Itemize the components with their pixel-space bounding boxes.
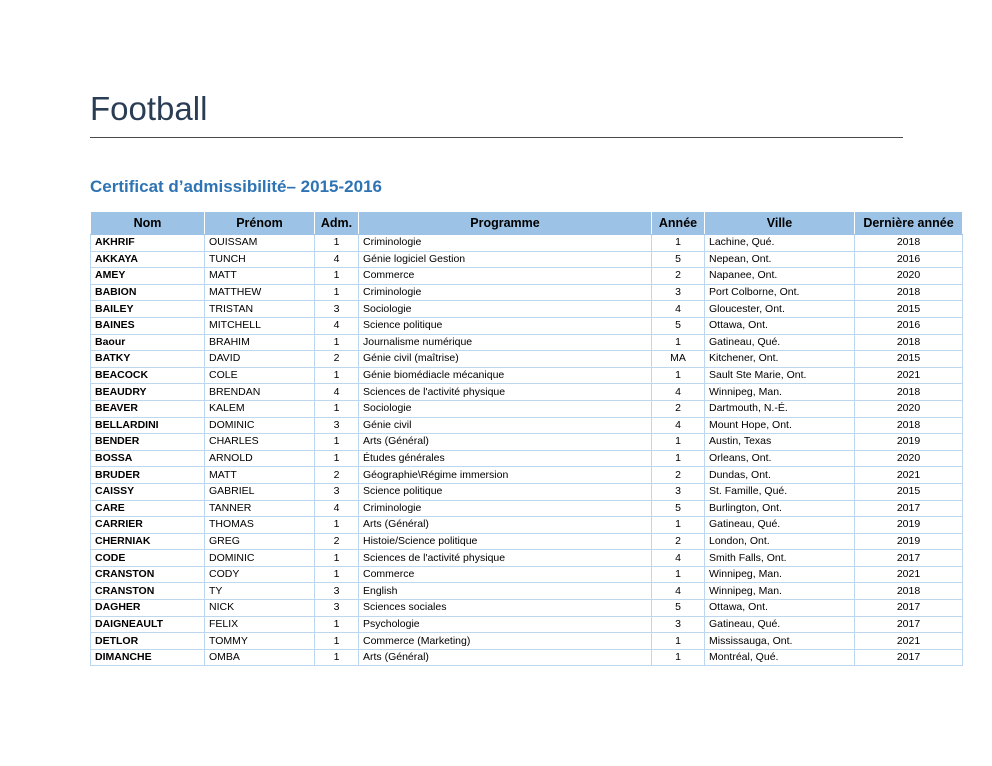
cell-ville: Winnipeg, Man. [705, 384, 855, 401]
cell-ville: Ottawa, Ont. [705, 317, 855, 334]
cell-ville: Montréal, Qué. [705, 649, 855, 666]
cell-adm: 1 [315, 566, 359, 583]
cell-ville: Gatineau, Qué. [705, 517, 855, 534]
cell-annee: 2 [652, 533, 705, 550]
cell-ville: Ottawa, Ont. [705, 600, 855, 617]
cell-annee: 5 [652, 317, 705, 334]
cell-adm: 2 [315, 533, 359, 550]
table-body [91, 235, 963, 666]
cell-annee: 4 [652, 583, 705, 600]
cell-derniere-annee: 2019 [855, 517, 963, 534]
table-row [91, 251, 963, 268]
cell-nom: DETLOR [91, 633, 205, 650]
cell-annee: MA [652, 351, 705, 368]
cell-prenom: BRAHIM [205, 334, 315, 351]
cell-derniere-annee: 2021 [855, 467, 963, 484]
page-title: Football [90, 90, 208, 127]
table-row [91, 500, 963, 517]
cell-derniere-annee: 2016 [855, 251, 963, 268]
cell-prenom: CHARLES [205, 434, 315, 451]
cell-programme: Arts (Général) [359, 434, 652, 451]
cell-annee: 1 [652, 235, 705, 252]
cell-annee: 4 [652, 384, 705, 401]
cell-derniere-annee: 2020 [855, 450, 963, 467]
cell-annee: 1 [652, 434, 705, 451]
cell-programme: Science politique [359, 317, 652, 334]
cell-ville: Winnipeg, Man. [705, 566, 855, 583]
cell-ville: Gatineau, Qué. [705, 616, 855, 633]
cell-nom: BABION [91, 284, 205, 301]
cell-prenom: FELIX [205, 616, 315, 633]
cell-ville: St. Famille, Qué. [705, 483, 855, 500]
cell-ville: Kitchener, Ont. [705, 351, 855, 368]
table-row [91, 301, 963, 318]
cell-derniere-annee: 2018 [855, 284, 963, 301]
cell-derniere-annee: 2019 [855, 533, 963, 550]
cell-prenom: ARNOLD [205, 450, 315, 467]
cell-derniere-annee: 2018 [855, 583, 963, 600]
table-row [91, 649, 963, 666]
cell-prenom: MATT [205, 467, 315, 484]
cell-ville: Port Colborne, Ont. [705, 284, 855, 301]
cell-prenom: GABRIEL [205, 483, 315, 500]
cell-derniere-annee: 2021 [855, 566, 963, 583]
cell-nom: DAGHER [91, 600, 205, 617]
cell-adm: 3 [315, 417, 359, 434]
cell-programme: Science politique [359, 483, 652, 500]
cell-programme: Génie civil [359, 417, 652, 434]
cell-adm: 1 [315, 633, 359, 650]
cell-programme: Commerce (Marketing) [359, 633, 652, 650]
table-row [91, 334, 963, 351]
cell-prenom: MITCHELL [205, 317, 315, 334]
cell-prenom: DOMINIC [205, 550, 315, 567]
cell-ville: Sault Ste Marie, Ont. [705, 367, 855, 384]
cell-programme: Criminologie [359, 235, 652, 252]
cell-nom: BEAUDRY [91, 384, 205, 401]
cell-adm: 2 [315, 467, 359, 484]
cell-annee: 1 [652, 633, 705, 650]
cell-nom: CRANSTON [91, 566, 205, 583]
table-row [91, 600, 963, 617]
cell-derniere-annee: 2017 [855, 649, 963, 666]
cell-adm: 1 [315, 649, 359, 666]
cell-prenom: TOMMY [205, 633, 315, 650]
cell-programme: Sciences sociales [359, 600, 652, 617]
cell-annee: 5 [652, 500, 705, 517]
cell-annee: 5 [652, 600, 705, 617]
cell-nom: BEAVER [91, 400, 205, 417]
cell-derniere-annee: 2018 [855, 417, 963, 434]
cell-programme: English [359, 583, 652, 600]
cell-programme: Sciences de l'activité physique [359, 550, 652, 567]
cell-adm: 3 [315, 301, 359, 318]
header-annee: Année [652, 212, 705, 235]
cell-adm: 1 [315, 367, 359, 384]
table-row [91, 550, 963, 567]
cell-ville: Lachine, Qué. [705, 235, 855, 252]
cell-derniere-annee: 2015 [855, 483, 963, 500]
cell-annee: 5 [652, 251, 705, 268]
cell-nom: BELLARDINI [91, 417, 205, 434]
cell-annee: 1 [652, 566, 705, 583]
cell-adm: 4 [315, 251, 359, 268]
cell-adm: 1 [315, 450, 359, 467]
header-prenom: Prénom [205, 212, 315, 235]
cell-ville: Winnipeg, Man. [705, 583, 855, 600]
section-subtitle: Certificat d’admissibilité– 2015-2016 [90, 177, 382, 196]
cell-programme: Génie biomédiacle mécanique [359, 367, 652, 384]
cell-prenom: CODY [205, 566, 315, 583]
table-row [91, 450, 963, 467]
cell-ville: Dundas, Ont. [705, 467, 855, 484]
header-adm: Adm. [315, 212, 359, 235]
cell-prenom: MATTHEW [205, 284, 315, 301]
cell-programme: Sociologie [359, 400, 652, 417]
cell-nom: CRANSTON [91, 583, 205, 600]
table-row [91, 400, 963, 417]
table-row [91, 616, 963, 633]
cell-programme: Journalisme numérique [359, 334, 652, 351]
cell-programme: Arts (Général) [359, 517, 652, 534]
table-row [91, 284, 963, 301]
cell-derniere-annee: 2021 [855, 367, 963, 384]
cell-ville: Mount Hope, Ont. [705, 417, 855, 434]
cell-adm: 1 [315, 550, 359, 567]
cell-programme: Criminologie [359, 500, 652, 517]
cell-ville: Gloucester, Ont. [705, 301, 855, 318]
cell-nom: BAINES [91, 317, 205, 334]
cell-prenom: BRENDAN [205, 384, 315, 401]
cell-nom: Baour [91, 334, 205, 351]
cell-annee: 3 [652, 284, 705, 301]
eligibility-table [90, 211, 963, 666]
cell-adm: 3 [315, 583, 359, 600]
cell-nom: AKHRIF [91, 235, 205, 252]
cell-ville: Dartmouth, N.-É. [705, 400, 855, 417]
cell-prenom: TRISTAN [205, 301, 315, 318]
cell-programme: Commerce [359, 566, 652, 583]
table-row [91, 483, 963, 500]
cell-programme: Génie civil (maîtrise) [359, 351, 652, 368]
cell-annee: 1 [652, 517, 705, 534]
cell-nom: BENDER [91, 434, 205, 451]
cell-annee: 4 [652, 550, 705, 567]
cell-nom: CODE [91, 550, 205, 567]
table-row [91, 351, 963, 368]
cell-adm: 1 [315, 400, 359, 417]
cell-adm: 4 [315, 384, 359, 401]
cell-programme: Histoie/Science politique [359, 533, 652, 550]
table-row [91, 268, 963, 285]
table-header-row [91, 212, 963, 235]
table-row [91, 367, 963, 384]
cell-ville: Austin, Texas [705, 434, 855, 451]
table-row [91, 467, 963, 484]
cell-prenom: TY [205, 583, 315, 600]
cell-adm: 1 [315, 434, 359, 451]
cell-nom: BRUDER [91, 467, 205, 484]
header-ville: Ville [705, 212, 855, 235]
cell-nom: CARRIER [91, 517, 205, 534]
cell-prenom: TANNER [205, 500, 315, 517]
table-row [91, 533, 963, 550]
cell-adm: 1 [315, 334, 359, 351]
cell-prenom: TUNCH [205, 251, 315, 268]
cell-annee: 2 [652, 400, 705, 417]
cell-adm: 1 [315, 284, 359, 301]
cell-prenom: DOMINIC [205, 417, 315, 434]
cell-derniere-annee: 2018 [855, 235, 963, 252]
cell-derniere-annee: 2016 [855, 317, 963, 334]
cell-annee: 2 [652, 268, 705, 285]
table-row [91, 235, 963, 252]
cell-programme: Génie logiciel Gestion [359, 251, 652, 268]
cell-nom: BEACOCK [91, 367, 205, 384]
cell-prenom: KALEM [205, 400, 315, 417]
cell-programme: Sociologie [359, 301, 652, 318]
cell-ville: Gatineau, Qué. [705, 334, 855, 351]
cell-derniere-annee: 2019 [855, 434, 963, 451]
table-row [91, 317, 963, 334]
cell-prenom: OUISSAM [205, 235, 315, 252]
cell-adm: 1 [315, 235, 359, 252]
cell-annee: 1 [652, 367, 705, 384]
title-divider [90, 137, 903, 138]
cell-prenom: OMBA [205, 649, 315, 666]
cell-nom: BAILEY [91, 301, 205, 318]
cell-programme: Criminologie [359, 284, 652, 301]
cell-derniere-annee: 2020 [855, 400, 963, 417]
cell-ville: Burlington, Ont. [705, 500, 855, 517]
cell-derniere-annee: 2015 [855, 301, 963, 318]
cell-derniere-annee: 2015 [855, 351, 963, 368]
cell-prenom: DAVID [205, 351, 315, 368]
cell-programme: Études générales [359, 450, 652, 467]
cell-nom: DAIGNEAULT [91, 616, 205, 633]
cell-nom: BOSSA [91, 450, 205, 467]
cell-nom: DIMANCHE [91, 649, 205, 666]
table-row [91, 566, 963, 583]
cell-derniere-annee: 2017 [855, 600, 963, 617]
cell-derniere-annee: 2017 [855, 500, 963, 517]
cell-programme: Sciences de l'activité physique [359, 384, 652, 401]
table-row [91, 417, 963, 434]
cell-programme: Arts (Général) [359, 649, 652, 666]
cell-annee: 1 [652, 649, 705, 666]
table-row [91, 434, 963, 451]
cell-programme: Géographie\Régime immersion [359, 467, 652, 484]
cell-annee: 1 [652, 334, 705, 351]
cell-annee: 1 [652, 450, 705, 467]
cell-prenom: MATT [205, 268, 315, 285]
cell-adm: 1 [315, 517, 359, 534]
cell-ville: London, Ont. [705, 533, 855, 550]
header-derniere-annee: Dernière année [855, 212, 963, 235]
cell-programme: Psychologie [359, 616, 652, 633]
cell-adm: 1 [315, 616, 359, 633]
cell-nom: BATKY [91, 351, 205, 368]
cell-derniere-annee: 2017 [855, 616, 963, 633]
cell-annee: 3 [652, 616, 705, 633]
cell-ville: Mississauga, Ont. [705, 633, 855, 650]
table-row [91, 517, 963, 534]
cell-nom: CHERNIAK [91, 533, 205, 550]
cell-prenom: GREG [205, 533, 315, 550]
cell-adm: 3 [315, 600, 359, 617]
cell-nom: CARE [91, 500, 205, 517]
cell-annee: 2 [652, 467, 705, 484]
cell-derniere-annee: 2021 [855, 633, 963, 650]
cell-adm: 1 [315, 268, 359, 285]
cell-prenom: THOMAS [205, 517, 315, 534]
header-nom: Nom [91, 212, 205, 235]
cell-prenom: COLE [205, 367, 315, 384]
table-row [91, 583, 963, 600]
cell-programme: Commerce [359, 268, 652, 285]
cell-prenom: NICK [205, 600, 315, 617]
cell-derniere-annee: 2020 [855, 268, 963, 285]
cell-nom: CAISSY [91, 483, 205, 500]
cell-adm: 4 [315, 317, 359, 334]
cell-adm: 4 [315, 500, 359, 517]
table-row [91, 384, 963, 401]
cell-ville: Nepean, Ont. [705, 251, 855, 268]
cell-annee: 4 [652, 417, 705, 434]
cell-derniere-annee: 2018 [855, 384, 963, 401]
cell-ville: Orleans, Ont. [705, 450, 855, 467]
cell-nom: AKKAYA [91, 251, 205, 268]
cell-adm: 2 [315, 351, 359, 368]
cell-nom: AMEY [91, 268, 205, 285]
header-programme: Programme [359, 212, 652, 235]
cell-derniere-annee: 2017 [855, 550, 963, 567]
cell-adm: 3 [315, 483, 359, 500]
cell-derniere-annee: 2018 [855, 334, 963, 351]
cell-ville: Napanee, Ont. [705, 268, 855, 285]
table-row [91, 633, 963, 650]
cell-annee: 4 [652, 301, 705, 318]
cell-ville: Smith Falls, Ont. [705, 550, 855, 567]
cell-annee: 3 [652, 483, 705, 500]
